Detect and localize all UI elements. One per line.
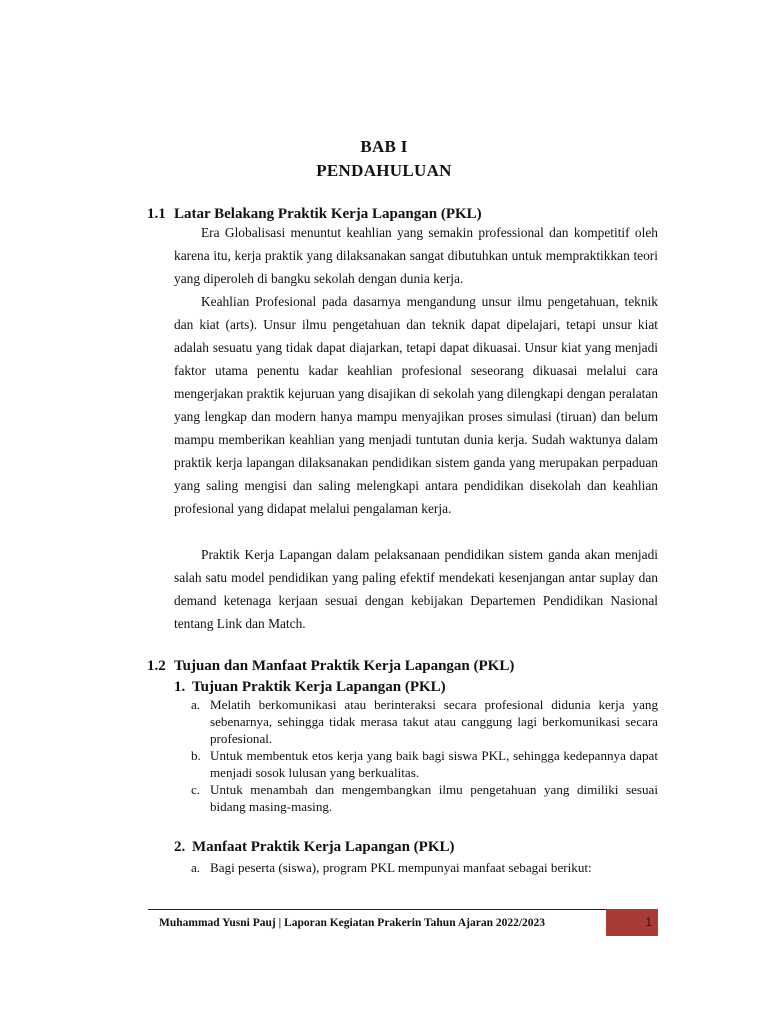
- list-item-text: Untuk membentuk etos kerja yang baik bagi siswa PKL, sehingga kedepannya dapat menjadi sosok lulusan yang berkualitas.: [210, 748, 658, 780]
- chapter-label: BAB I: [360, 137, 408, 156]
- subsection-number: 1.: [174, 679, 186, 695]
- list-item-text: Untuk menambah dan mengembangkan ilmu pengetahuan yang dimiliki sesuai bidang masing-masing.: [210, 782, 658, 814]
- chapter-title: PENDAHULUAN: [316, 161, 452, 180]
- list-item-text: Melatih berkomunikasi atau berinteraksi secara profesional didunia kerja yang sebenarnya, sehingga tidak merasa takut atau canggung lagi berkomunikasi secara profesional.: [210, 697, 658, 746]
- list-marker: b.: [191, 748, 201, 763]
- tujuan-list: [191, 696, 658, 815]
- section-number: 1.2: [147, 658, 166, 674]
- list-item-text: Bagi peserta (siswa), program PKL mempunyai manfaat sebagai berikut:: [210, 860, 592, 875]
- subsection-number: 2.: [174, 839, 186, 855]
- paragraph: Praktik Kerja Lapangan dalam pelaksanaan pendidikan sistem ganda akan menjadi salah satu model pendidikan yang paling efektif mendekati kesenjangan antar suplay dan demand ketenaga kerjaan sesuai dengan kebijakan Departemen Pendidikan Nasional tentang Link dan Match.: [174, 547, 658, 631]
- footer-divider: [148, 909, 606, 910]
- paragraph: Keahlian Profesional pada dasarnya mengandung unsur ilmu pengetahuan, teknik dan kiat (arts). Unsur ilmu pengetahuan dan teknik dapat dipelajari, tetapi unsur kiat adalah sesuatu yang tidak dapat diajarkan, tetapi dapat dikuasai. Unsur kiat yang menjadi faktor utama penentu kadar keahlian profesional seseorang dikuasai melalui cara mengerjakan praktik kejuruan yang disajikan di sekolah yang dilengkapi dengan peralatan yang lengkap dan modern hanya mampu menyajikan proses simulasi (tiruan) dan belum mampu memberikan keahlian yang menjadi tuntutan dunia kerja. Sudah waktunya dalam praktik kerja lapangan dilaksanakan pendidikan sistem ganda yang merupakan perpaduan yang saling mengisi dan saling melengkapi antara pendidikan disekolah dan keahlian profesional yang didapat melalui pengalaman kerja.: [174, 294, 658, 516]
- section-number: 1.1: [147, 206, 166, 222]
- subsection-title: Tujuan Praktik Kerja Lapangan (PKL): [192, 679, 446, 695]
- list-item: [191, 696, 658, 747]
- list-item: [191, 747, 658, 781]
- subsection-heading-tujuan: [174, 679, 446, 696]
- list-marker: a.: [191, 697, 201, 712]
- subsection-title: Manfaat Praktik Kerja Lapangan (PKL): [192, 839, 455, 855]
- list-item: [191, 859, 658, 876]
- list-marker: c.: [191, 782, 201, 797]
- footer-text: Muhammad Yusni Pauj | Laporan Kegiatan Prakerin Tahun Ajaran 2022/2023: [159, 917, 546, 929]
- paragraph: Era Globalisasi menuntut keahlian yang semakin professional dan kompetitif oleh karena itu, kerja praktik yang dilaksanakan sangat dibutuhkan untuk mempraktikkan teori yang diperoleh di bangku sekolah dengan dunia kerja.: [174, 225, 658, 286]
- page-number: 1: [645, 915, 652, 929]
- section-heading-1-2: [147, 658, 514, 675]
- section-title: Latar Belakang Praktik Kerja Lapangan (PKL): [174, 206, 482, 222]
- page-number-box: [606, 909, 658, 936]
- list-marker: a.: [191, 860, 201, 875]
- section-title: Tujuan dan Manfaat Praktik Kerja Lapangan (PKL): [174, 658, 515, 674]
- list-item: [191, 781, 658, 815]
- subsection-heading-manfaat: [174, 839, 455, 856]
- manfaat-list: [191, 859, 658, 876]
